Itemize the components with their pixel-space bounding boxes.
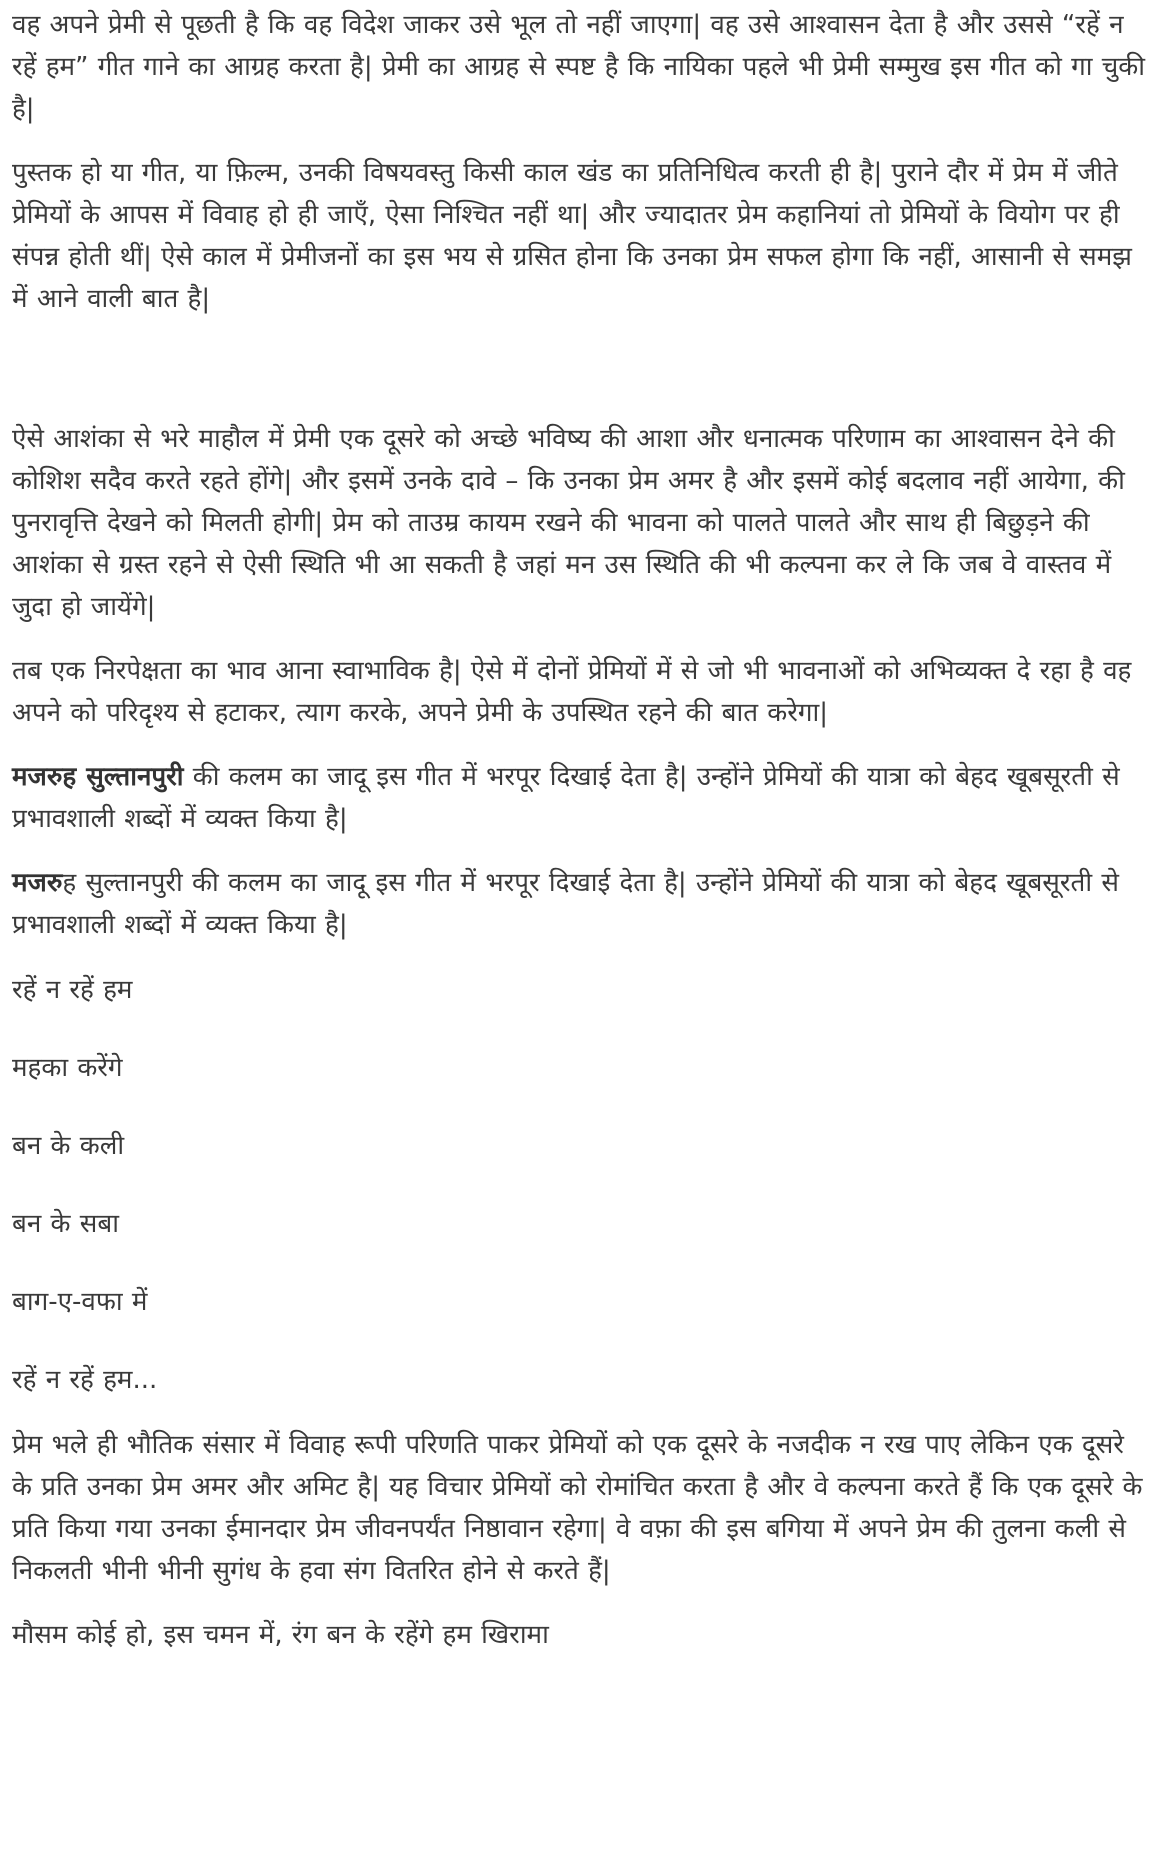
paragraph-8: मौसम कोई हो, इस चमन में, रंग बन के रहेंगे हम खिरामा [12,1620,549,1650]
author-name-partial-bold: मजरु [12,868,63,898]
paragraph-6-text: ह सुल्तानपुरी की कलम का जादू इस गीत में भरपूर दिखाई देता है| उन्होंने प्रेमियों की यात्रा को बेहद खूबसूरती से प्रभावशाली शब्दों में व्यक्त किया है| [12,868,1119,940]
paragraph-1: वह अपने प्रेमी से पूछती है कि वह विदेश जाकर उसे भूल तो नहीं जाएगा| वह उसे आश्वासन देता है और उससे “रहें न रहें हम” गीत गाने का आग्रह करता है| प्रेमी का आग्रह से स्पष्ट है कि नायिका पहले भी प्रेमी सम्मुख इस गीत को गा चुकी है| [12,10,1146,124]
lyric-line: बन के सबा [12,1209,119,1239]
author-name-bold: मजरुह सुल्तानपुरी [12,762,184,792]
paragraph-5 [12,756,1152,840]
lyric-line: बन के कली [12,1131,125,1161]
paragraph-3: ऐसे आशंका से भरे माहौल में प्रेमी एक दूसरे को अच्छे भविष्य की आशा और धनात्मक परिणाम का आश्वासन देने की कोशिश सदैव करते रहते होंगे| और इसमें उनके दावे – कि उनका प्रेम अमर है और इसमें कोई बदलाव नहीं आयेगा, की पुनरावृत्ति देखने को मिलती होगी| प्रेम को ताउम्र कायम रखने की भावना को पालते पालते और साथ ही बिछुड़ने की आशंका से ग्रस्त रहने से ऐसी स्थिति भी आ सकती है जहां मन उस स्थिति की भी कल्पना कर ले कि जब वे वास्तव में जुदा हो जायेंगे| [12,424,1125,622]
paragraph-7: प्रेम भले ही भौतिक संसार में विवाह रूपी परिणति पाकर प्रेमियों को एक दूसरे के नजदीक न रख पाए लेकिन एक दूसरे के प्रति उनका प्रेम अमर और अमिट है| यह विचार प्रेमियों को रोमांचित करता है और वे कल्पना करते हैं कि एक दूसरे के प्रति किया गया उनका ईमानदार प्रेम जीवनपर्यंत निष्ठावान रहेगा| वे वफ़ा की इस बगिया में अपने प्रेम की तुलना कली से निकलती भीनी भीनी सुगंध के हवा संग वितरित होने से करते हैं| [12,1430,1143,1586]
paragraph-4: तब एक निरपेक्षता का भाव आना स्वाभाविक है| ऐसे में दोनों प्रेमियों में से जो भी भावनाओं को अभिव्यक्त दे रहा है वह अपने को परिदृश्य से हटाकर, त्याग करके, अपने प्रेमी के उपस्थित रहने की बात करेगा| [12,656,1132,728]
lyric-line: महका करेंगे [12,1053,123,1083]
lyric-line: रहें न रहें हम... [12,1365,158,1395]
paragraph-2: पुस्तक हो या गीत, या फ़िल्म, उनकी विषयवस्तु किसी काल खंड का प्रतिनिधित्व करती ही है| पुराने दौर में प्रेम में जीते प्रेमियों के आपस में विवाह हो ही जाएँ, ऐसा निश्चित नहीं था| और ज्यादातर प्रेम कहानियां तो प्रेमियों के वियोग पर ही संपन्न होती थीं| ऐसे काल में प्रेमीजनों का इस भय से ग्रसित होना कि उनका प्रेम सफल होगा कि नहीं, आसानी से समझ में आने वाली बात है| [12,158,1132,314]
lyric-line: रहें न रहें हम [12,975,133,1005]
article-body [12,0,1152,1656]
paragraph-5-text: की कलम का जादू इस गीत में भरपूर दिखाई देता है| उन्होंने प्रेमियों की यात्रा को बेहद खूबसूरती से प्रभावशाली शब्दों में व्यक्त किया है| [12,762,1120,834]
paragraph-6 [12,862,1152,946]
lyric-line: बाग-ए-वफा में [12,1287,148,1317]
